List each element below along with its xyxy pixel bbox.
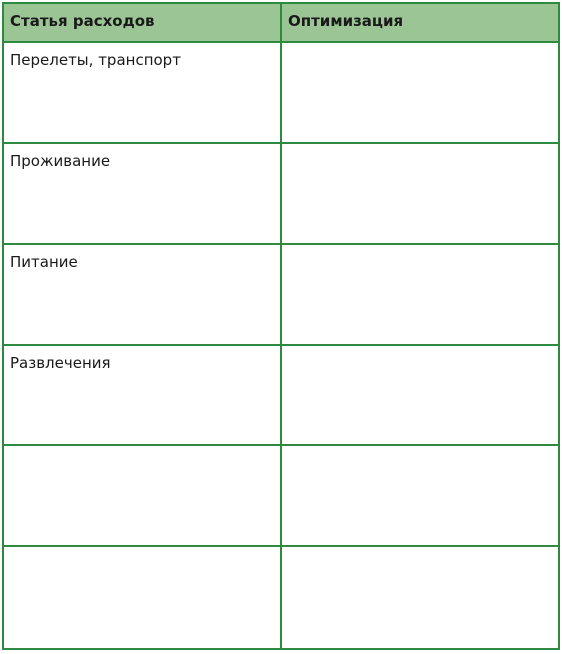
row-6-expense[interactable]	[4, 547, 282, 648]
row-5-optimization[interactable]	[282, 446, 558, 547]
row-1-optimization[interactable]	[282, 43, 558, 144]
row-5-expense[interactable]	[4, 446, 282, 547]
row-6-optimization[interactable]	[282, 547, 558, 648]
row-4-optimization[interactable]	[282, 346, 558, 447]
header-optimization: Оптимизация	[282, 4, 558, 43]
expense-table	[2, 2, 560, 650]
row-3-expense: Питание	[4, 245, 282, 346]
row-2-expense: Проживание	[4, 144, 282, 245]
row-3-optimization[interactable]	[282, 245, 558, 346]
row-2-optimization[interactable]	[282, 144, 558, 245]
row-4-expense: Развлечения	[4, 346, 282, 447]
header-expense-item: Статья расходов	[4, 4, 282, 43]
row-1-expense: Перелеты, транспорт	[4, 43, 282, 144]
